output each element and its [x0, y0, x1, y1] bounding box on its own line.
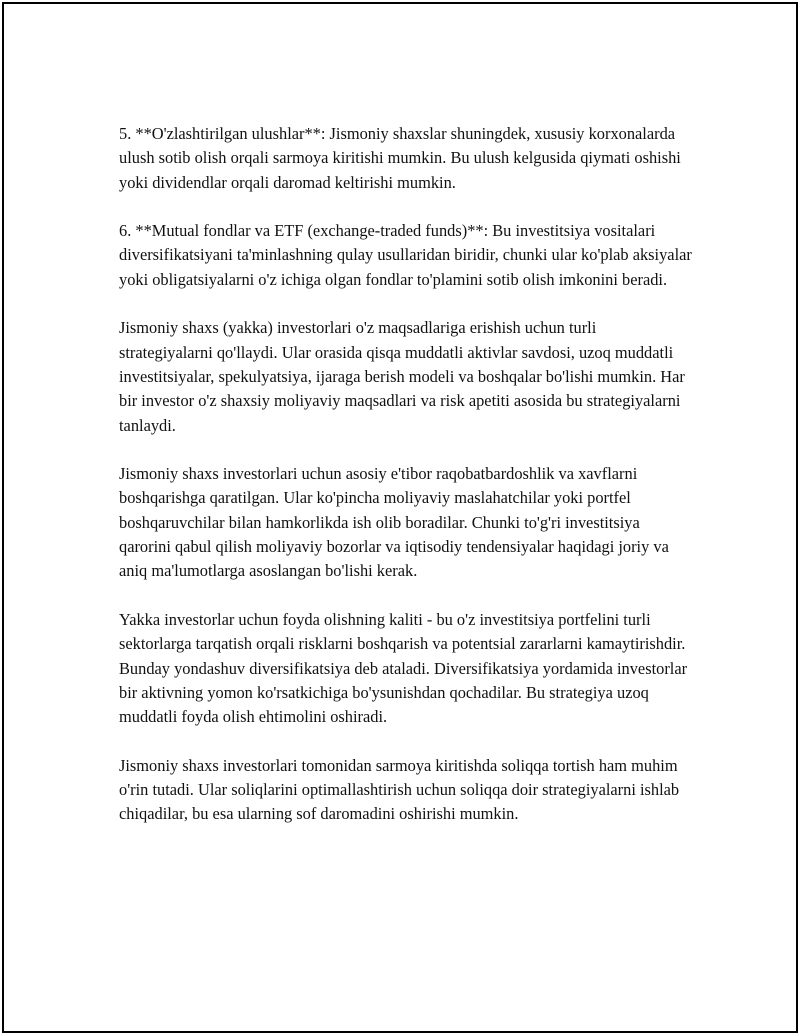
paragraph-strategiyalar: Jismoniy shaxs (yakka) investorlari o'z maqsadlariga erishish uchun turli strategiyalarni qo'llaydi. Ular orasida qisqa muddatli aktivlar savdosi, uzoq muddatli investitsiyalar, spekulyatsiya, ijaraga berish modeli va boshqalar bo'lishi mumkin. Har bir investor o'z shaxsiy moliyaviy maqsadlari va risk apetiti asosida bu strategiyalarni tanlaydi.	[119, 318, 685, 435]
document-page	[2, 2, 798, 1033]
paragraph-xavf-boshqaruvi: Jismoniy shaxs investorlari uchun asosiy e'tibor raqobatbardoshlik va xavflarni boshqarishga qaratilgan. Ular ko'pincha moliyaviy maslahatchilar yoki portfel boshqaruvchilar bilan hamkorlikda ish olib boradilar. Chunki to'g'ri investitsiya qarorini qabul qilish moliyaviy bozorlar va iqtisodiy tendensiyalar haqidagi joriy va aniq ma'lumotlarga asoslangan bo'lishi kerak.	[119, 464, 669, 581]
document-body	[119, 122, 694, 851]
paragraph-mulk-ulushlari: 5. **O'zlashtirilgan ulushlar**: Jismoniy shaxslar shuningdek, xususiy korxonalarda ulush sotib olish orqali sarmoya kiritishi mumkin. Bu ulush kelgusida qiymati oshishi yoki dividendlar orqali daromad keltirishi mumkin.	[119, 124, 681, 192]
paragraph-soliq: Jismoniy shaxs investorlari tomonidan sarmoya kiritishda soliqqa tortish ham muhim o'rin tutadi. Ular soliqlarini optimallashtirish uchun soliqqa doir strategiyalarni ishlab chiqadilar, bu esa ularning sof daromadini oshirishi mumkin.	[119, 755, 680, 824]
paragraph-mutual-fondlar: 6. **Mutual fondlar va ETF (exchange-traded funds)**: Bu investitsiya vositalari diversifikatsiyani ta'minlashning qulay usullaridan biridir, chunki ular ko'plab aksiyalar yoki obligatsiyalarni o'z ichiga olgan fondlar to'plamini sotib olish imkonini beradi.	[119, 221, 692, 289]
paragraph-diversifikatsiya: Yakka investorlar uchun foyda olishning kaliti - bu o'z investitsiya portfelini turli sektorlarga tarqatish orqali risklarni boshqarish va potentsial zararlarni kamaytirishdir. Bunday yondashuv diversifikatsiya deb ataladi. Diversifikatsiya yordamida investorlar bir aktivning yomon ko'rsatkichiga bo'ysunishdan qochadilar. Bu strategiya uzoq muddatli foyda olish ehtimolini oshiradi.	[119, 609, 688, 727]
